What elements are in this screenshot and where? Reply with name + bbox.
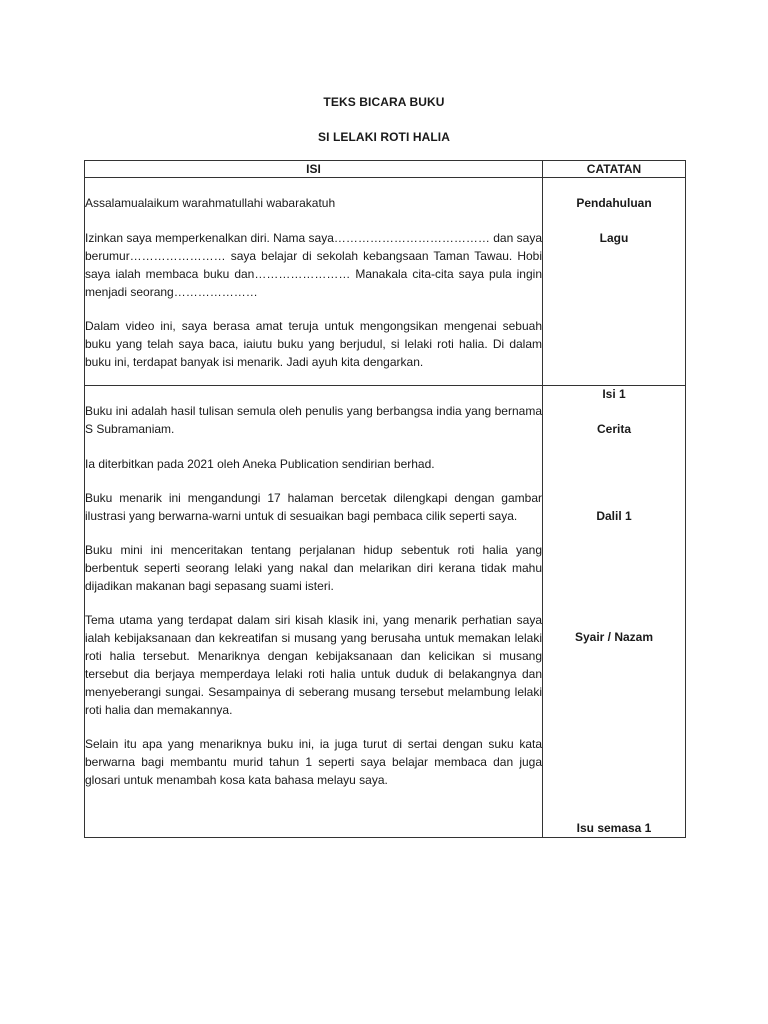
content-table [84, 160, 686, 838]
catatan-cell [543, 178, 686, 386]
table-header-row [85, 161, 686, 178]
table-row [85, 178, 686, 386]
note-syair-nazam: Syair / Nazam [574, 630, 654, 644]
paragraph-introduction: Izinkan saya memperkenalkan diri. Nama saya………………………………… dan saya berumur…………………… saya belajar di sekolah kebangsaan Taman Tawau. Hobi saya ialah membaca buku dan…………………… Manakala cita-cita saya pula ingin menjadi seorang………………… [85, 231, 542, 299]
isi-cell [85, 178, 543, 386]
paragraph-features: Selain itu apa yang menariknya buku ini, ia juga turut di sertai dengan suku kata berwarna bagi membantu murid tahun 1 seperti saya belajar membaca dan juga glosari untuk menambah kosa kata bahasa melayu saya. [85, 737, 542, 787]
note-cerita: Cerita [596, 422, 631, 436]
note-lagu: Lagu [599, 231, 629, 245]
isi-cell [85, 386, 543, 838]
paragraph-pages: Buku menarik ini mengandungi 17 halaman bercetak dilengkapi dengan gambar ilustrasi yang berwarna-warni untuk di sesuaikan bagi pembaca cilik seperti saya. [85, 491, 542, 523]
paragraph-video-intro: Dalam video ini, saya berasa amat teruja untuk mengongsikan mengenai sebuah buku yang telah saya baca, iaiutu buku yang berjudul, si lelaki roti halia. Di dalam buku ini, terdapat banyak isi menarik. Jadi ayuh kita dengarkan. [85, 319, 542, 369]
paragraph-author: Buku ini adalah hasil tulisan semula oleh penulis yang berbangsa india yang bernama S Subramaniam. [85, 404, 542, 436]
catatan-cell [543, 386, 686, 838]
header-catatan: CATATAN [543, 161, 686, 178]
header-isi: ISI [85, 161, 543, 178]
document-title: TEKS BICARA BUKU [323, 95, 445, 109]
note-dalil-1: Dalil 1 [596, 509, 632, 523]
paragraph-theme: Tema utama yang terdapat dalam siri kisah klasik ini, yang menarik perhatian saya ialah kebijaksanaan dan kekreatifan si musang yang berusaha untuk memakan lelaki roti halia tersebut. Menariknya dengan kebijaksanaan dan kelicikan si musang tersebut dia berjaya memperdaya lelaki roti halia untuk duduk di belakangnya dan menyeberangi sungai. Sesampainya di seberang musang tersebut melambung lelaki roti halia dan memakannya. [85, 613, 542, 717]
paragraph-greeting: Assalamualaikum warahmatullahi wabarakatuh [85, 196, 336, 210]
document-subtitle: SI LELAKI ROTI HALIA [318, 130, 450, 144]
table-row [85, 386, 686, 838]
paragraph-publisher: Ia diterbitkan pada 2021 oleh Aneka Publication sendirian berhad. [85, 457, 435, 471]
note-isu-semasa-1: Isu semasa 1 [576, 821, 652, 835]
note-isi-1: Isi 1 [602, 387, 626, 401]
paragraph-story: Buku mini ini menceritakan tentang perjalanan hidup sebentuk roti halia yang berbentuk seperti seorang lelaki yang nakal dan melarikan diri kerana tidak mahu dijadikan makanan bagi sepasang suami isteri. [85, 543, 542, 593]
note-pendahuluan: Pendahuluan [576, 196, 652, 210]
